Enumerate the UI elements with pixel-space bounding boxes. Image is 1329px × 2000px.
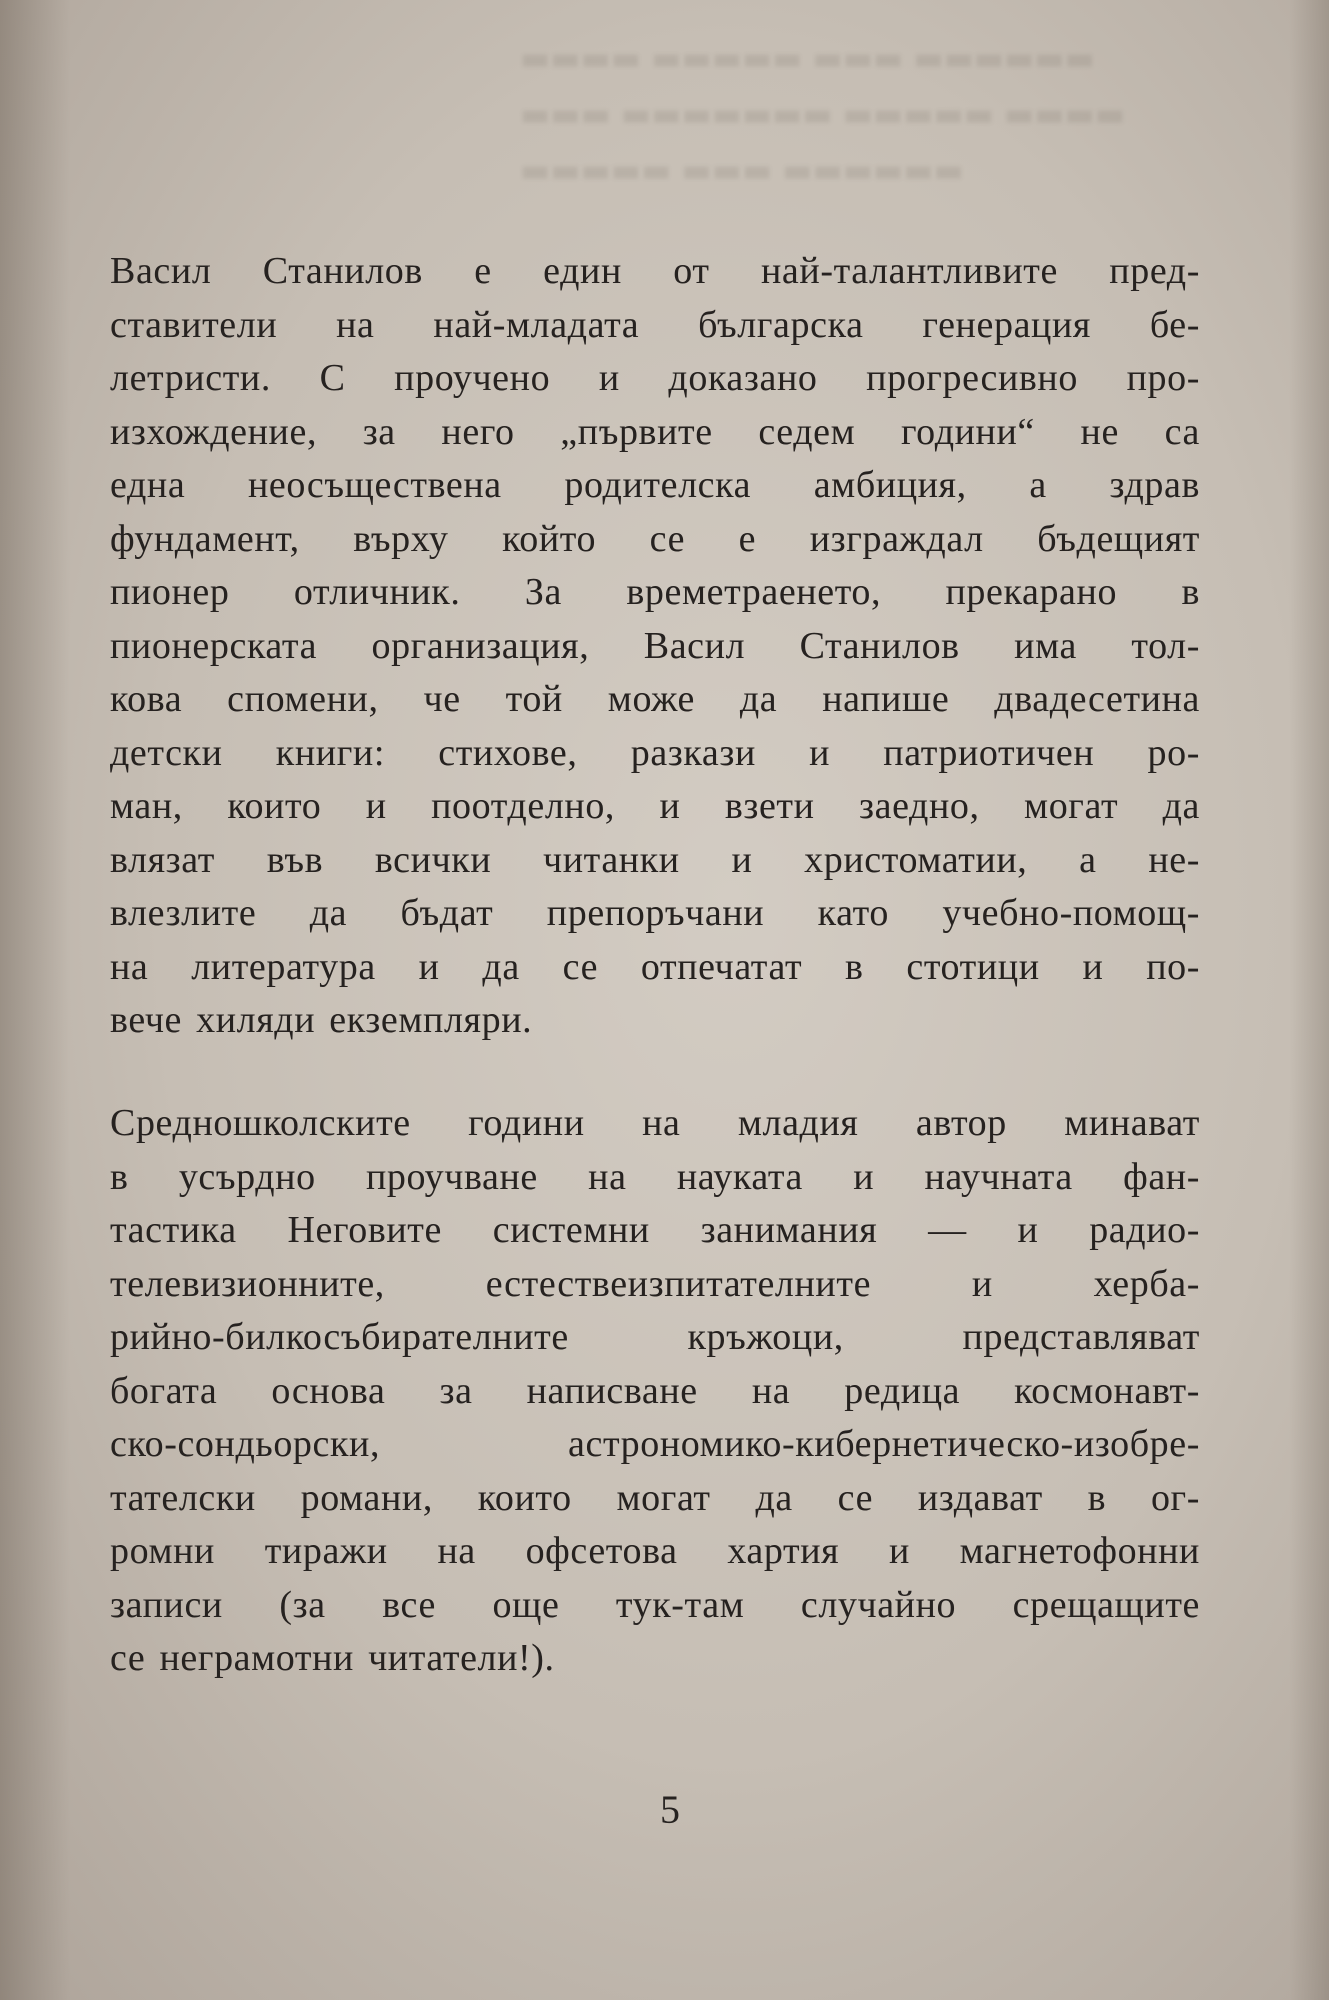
text-line: пионер отличник. За времетраенето, прекарано в (110, 571, 1200, 613)
paragraph-2 (110, 1097, 1200, 1686)
text-line: рийно-билкосъбирателните кръжоци, представляват (110, 1316, 1200, 1358)
page-number: 5 (660, 1787, 680, 1832)
text-line: влязат във всички читанки и христоматии, а не- (110, 838, 1200, 881)
text-line: Васил Станилов е един от най-талантливите пред- (110, 250, 1200, 292)
text-line: една неосъществена родителска амбиция, а здрав (110, 464, 1200, 506)
text-line: тастика Неговите системни занимания — и радио- (110, 1209, 1200, 1251)
text-line: фундамент, върху който се е изграждал бъдещият (110, 517, 1200, 560)
text-line: записи (за все още тук-там случайно срещащите (110, 1583, 1200, 1626)
bleed-through-text: ▬▬▬▬ ▬▬▬▬▬ ▬▬▬ ▬▬▬▬▬▬ ▬▬▬ ▬▬▬▬▬▬▬ ▬▬▬▬▬ ▬▬▬▬ ▬▬▬▬▬ ▬▬▬ ▬▬▬▬▬▬ (520, 39, 1125, 189)
text-line: пионерската организация, Васил Станилов има тол- (110, 624, 1200, 667)
text-line: кова спомени, че той може да напише двадесетина (110, 678, 1200, 720)
text-line: се неграмотни читатели!). (110, 1637, 555, 1679)
text-line: влезлите да бъдат препоръчани като учебно-помощ- (110, 892, 1200, 934)
text-line: в усърдно проучване на науката и научната фан- (110, 1155, 1200, 1198)
text-line: изхождение, за него „първите седем години“ не са (110, 410, 1200, 453)
text-line: ромни тиражи на офсетова хартия и магнетофонни (110, 1530, 1200, 1572)
text-line: летристи. С проучено и доказано прогресивно про- (110, 357, 1200, 399)
text-line: богата основа за написване на редица космонавт- (110, 1369, 1200, 1412)
text-line: ставители на най-младата българска генерация бе- (110, 303, 1200, 346)
text-line: детски книги: стихове, разкази и патриотичен ро- (110, 731, 1200, 774)
text-line: вече хиляди екземпляри. (110, 999, 533, 1041)
text-line: телевизионните, естествеизпитателните и херба- (110, 1262, 1200, 1305)
text-line: тателски романи, които могат да се издават в ог- (110, 1476, 1200, 1519)
text-line: Средношколските години на младия автор минават (110, 1102, 1200, 1144)
text-line: на литература и да се отпечатат в стотици и по- (110, 945, 1200, 988)
text-line: ско-сондьорски, астрономико-кибернетическо-изобре- (110, 1423, 1200, 1465)
text-line: ман, които и поотделно, и взети заедно, могат да (110, 785, 1200, 827)
paragraph-1 (110, 245, 1200, 1048)
